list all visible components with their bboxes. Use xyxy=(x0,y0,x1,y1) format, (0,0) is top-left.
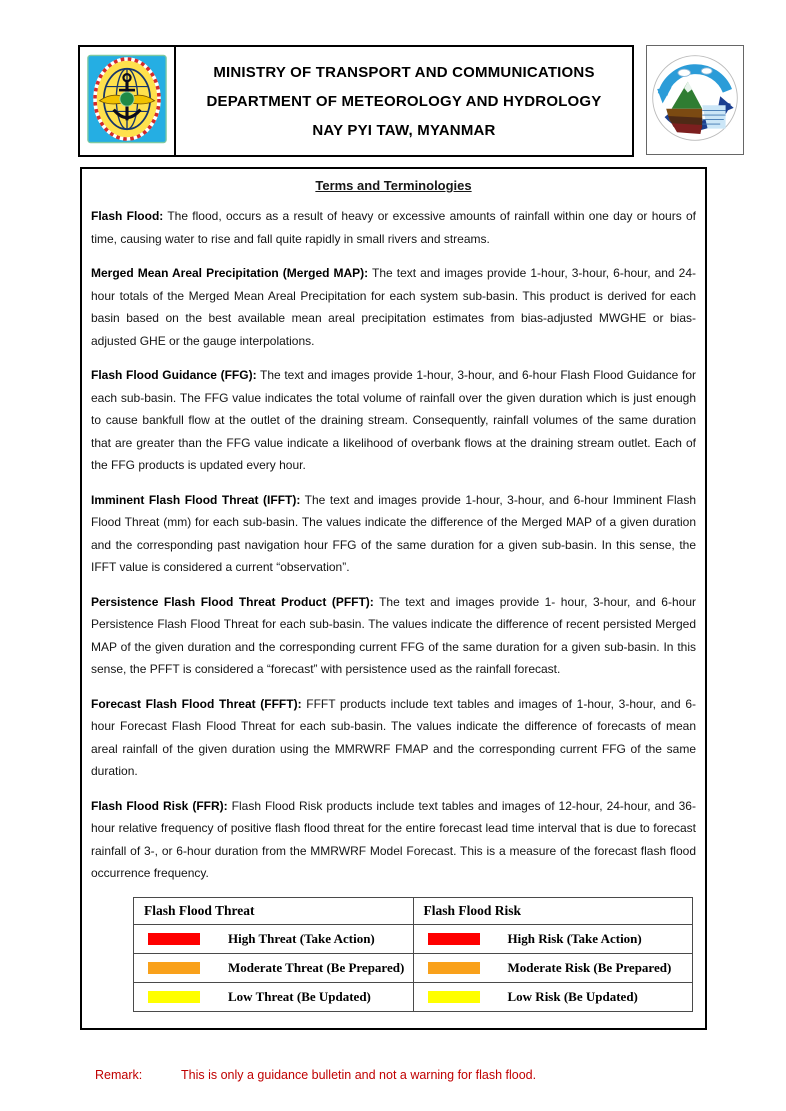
letterhead xyxy=(78,45,634,157)
moderate-threat-label: Moderate Threat (Be Prepared) xyxy=(228,959,405,975)
paragraph-flash-flood xyxy=(91,205,696,250)
page-title: Terms and Terminologies xyxy=(315,178,472,193)
term-label: Flash Flood: xyxy=(91,209,164,223)
term-definition: The text and images provide 1- hour, 3-hour, and 6-hour Persistence Flash Flood Threat for each sub-basin. The values indicate the difference of recent persisted Merged MAP of the given duration and the corresponding current FFG of the same duration for a given sub-basin. In this sense, the PFFT is considered a “forecast” with persistence used as the rainfall forecast. xyxy=(91,594,696,676)
moderate-risk-color-swatch xyxy=(428,962,480,974)
low-risk-color-swatch xyxy=(428,991,480,1003)
remark-text: This is only a guidance bulletin and not a warning for flash flood. xyxy=(181,1068,537,1082)
meteorology-hydrology-water-cycle-logo-icon xyxy=(650,53,740,148)
moderate-threat-color-swatch xyxy=(148,962,200,974)
term-definition: The text and images provide 1-hour, 3-hour, 6-hour, and 24-hour totals of the Merged Mean Areal Precipitation for each system sub-basin. This product is derived for each basin based on the best available mean areal precipitation estimates from bias-adjusted MWGHE or bias-adjusted GHE or the gauge interpolations. xyxy=(91,266,696,348)
high-risk-cell xyxy=(414,931,693,947)
column-header-flash-flood-risk: Flash Flood Risk xyxy=(413,897,693,924)
low-risk-label: Low Risk (Be Updated) xyxy=(507,988,638,1004)
letterhead-text xyxy=(176,47,632,155)
term-definition: The flood, occurs as a result of heavy or excessive amounts of rainfall within one day or hours of time, causing water to rise and fall quite rapidly in small rivers and streams. xyxy=(91,209,696,246)
remark-row xyxy=(95,1068,536,1082)
high-threat-color-swatch xyxy=(148,933,200,945)
term-definition: Flash Flood Risk products include text tables and images of 12-hour, 24-hour, and 36-hour relative frequency of positive flash flood threat for the entire forecast lead time interval that is due to forecast rainfall of 3-, or 6-hour duration from the MMRWRF Model Forecast. This is a measure of the forecast flash flood occurrence frequency. xyxy=(91,798,696,880)
table-row-high xyxy=(134,924,693,953)
term-definition: FFFT products include text tables and images of 1-hour, 3-hour, and 6-hour Forecast Flash Flood Threat for each sub-basin. The values indicate the difference of forecasts of mean areal rainfall of the given duration using the MMRWRF FMAP and the corresponding current FFG of the same duration. xyxy=(91,696,696,778)
paragraph-merged-map xyxy=(91,262,696,352)
ministry-emblem-cell xyxy=(80,47,176,155)
low-threat-cell xyxy=(134,989,413,1005)
paragraph-ifft xyxy=(91,489,696,579)
table-row-low xyxy=(134,982,693,1011)
term-label: Flash Flood Risk (FFR): xyxy=(91,798,228,813)
column-header-flash-flood-threat: Flash Flood Threat xyxy=(134,897,414,924)
paragraph-ffft xyxy=(91,693,696,783)
term-label: Imminent Flash Flood Threat (IFFT): xyxy=(91,492,301,507)
moderate-threat-cell xyxy=(134,960,413,976)
term-definition: The text and images provide 1-hour, 3-hour, and 6-hour Flash Flood Guidance for each sub-basin. The FFG value indicates the total volume of rainfall over the given duration which is just enough to cause bankfull flow at the outlet of the draining stream. Consequently, rainfall volumes of the same duration that are greater than the FFG value indicate a likelihood of overbank flows at the draining stream outlet. Each of the FFG products is updated every hour. xyxy=(91,368,696,472)
term-label: Persistence Flash Flood Threat Product (PFFT): xyxy=(91,594,374,609)
term-label: Merged Mean Areal Precipitation (Merged MAP): xyxy=(91,266,369,280)
ministry-of-transport-emblem-icon xyxy=(87,52,167,151)
table-header-row xyxy=(134,897,693,924)
high-risk-color-swatch xyxy=(428,933,480,945)
header-department-line: DEPARTMENT OF METEOROLOGY AND HYDROLOGY xyxy=(206,92,602,110)
header-location-line: NAY PYI TAW, MYANMAR xyxy=(312,121,496,139)
threat-risk-legend-table xyxy=(133,897,693,1012)
dmh-logo-cell xyxy=(646,45,744,155)
term-label: Flash Flood Guidance (FFG): xyxy=(91,368,257,382)
high-threat-label: High Threat (Take Action) xyxy=(228,930,375,946)
moderate-risk-cell xyxy=(414,960,693,976)
paragraph-ffg xyxy=(91,364,696,477)
high-risk-label: High Risk (Take Action) xyxy=(507,930,642,946)
term-label: Forecast Flash Flood Threat (FFFT): xyxy=(91,696,302,711)
header-ministry-line: MINISTRY OF TRANSPORT AND COMMUNICATIONS xyxy=(213,63,595,81)
low-threat-color-swatch xyxy=(148,991,200,1003)
high-threat-cell xyxy=(134,931,413,947)
paragraph-ffr xyxy=(91,795,696,885)
low-risk-cell xyxy=(414,989,693,1005)
table-row-moderate xyxy=(134,953,693,982)
term-definition: The text and images provide 1-hour, 3-hour, and 6-hour Imminent Flash Flood Threat (mm) for each sub-basin. The values indicate the difference of the Merged MAP of a given duration and the corresponding past navigation hour FFG of the same duration for a given sub-basin. In this sense, the IFFT value is considered a current “observation”. xyxy=(91,492,696,574)
terms-document-box xyxy=(80,167,707,1030)
paragraph-pfft xyxy=(91,591,696,681)
moderate-risk-label: Moderate Risk (Be Prepared) xyxy=(507,959,672,975)
low-threat-label: Low Threat (Be Updated) xyxy=(228,988,371,1004)
remark-label: Remark: xyxy=(95,1068,143,1082)
